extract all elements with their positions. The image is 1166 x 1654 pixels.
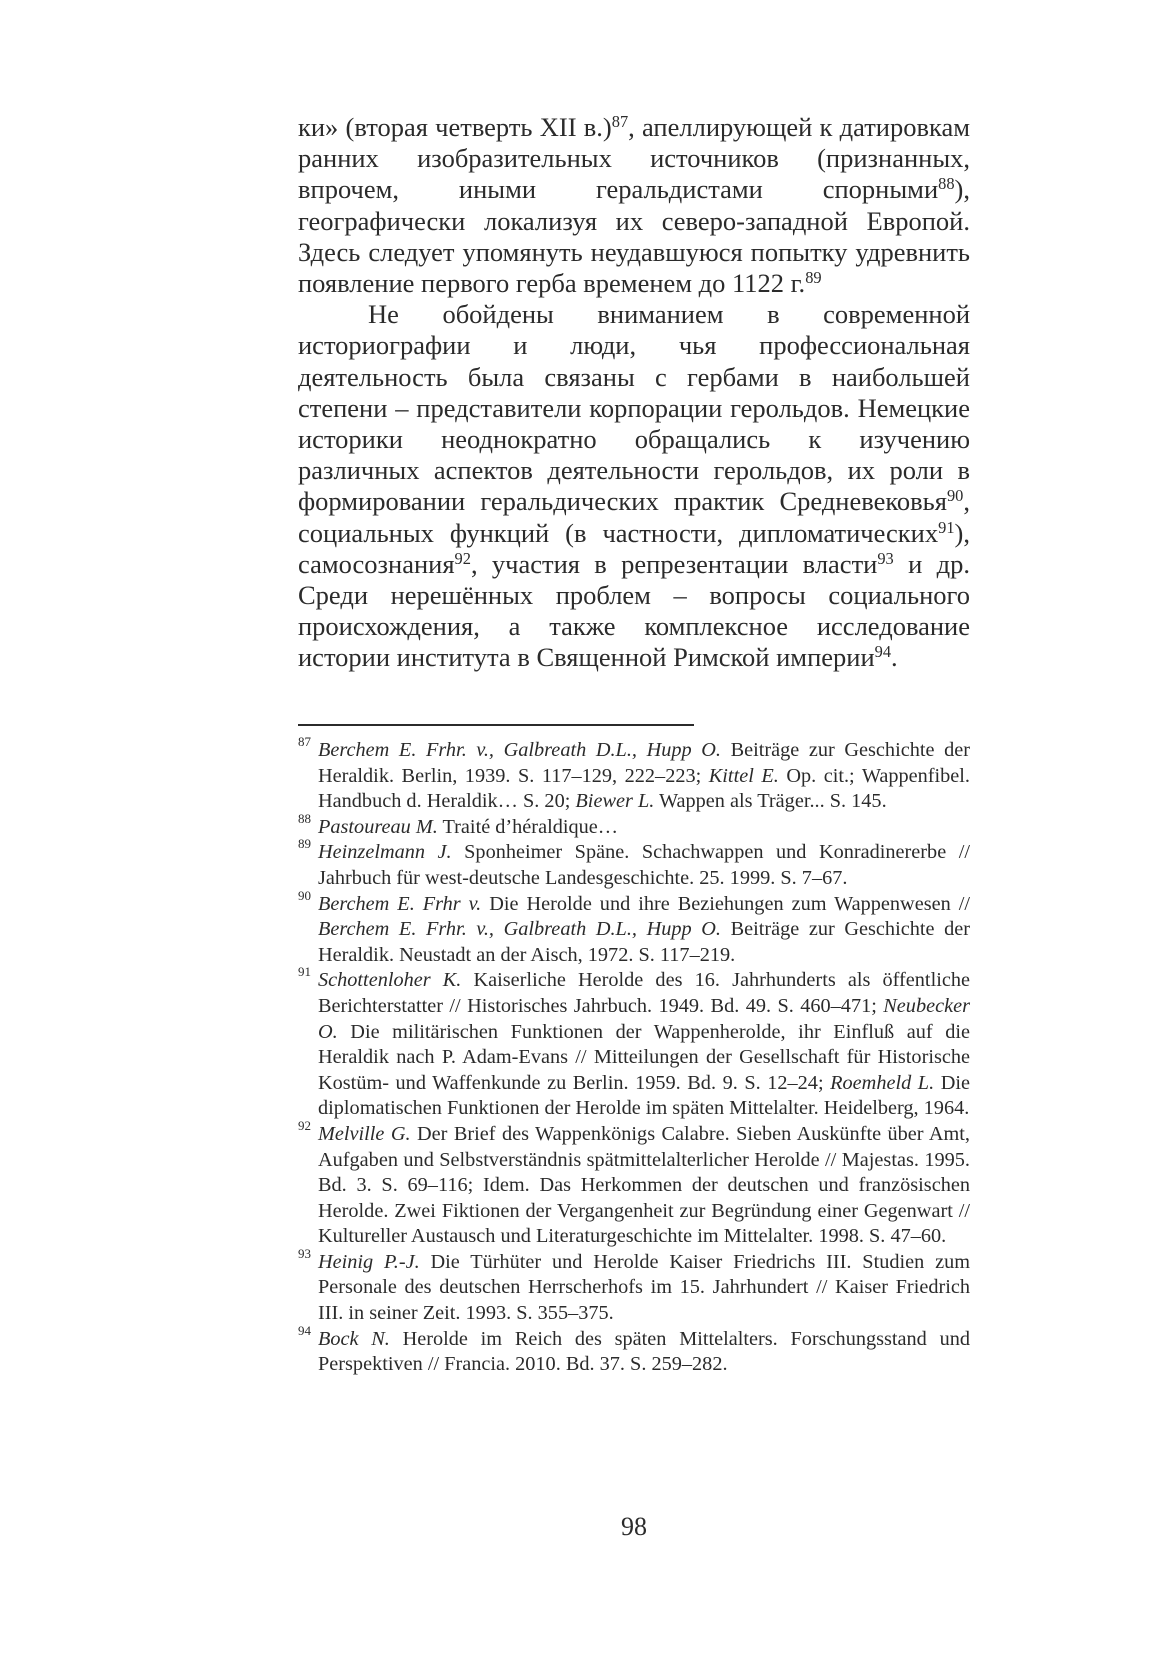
footnote-ref-87[interactable]: 87 — [611, 111, 629, 131]
footnote-number: 89 — [298, 836, 311, 852]
footnote-text: Die diplomatischen Funktionen der Herolde im späten Mittelalter. Heidelberg, 1964. — [318, 1071, 971, 1120]
footnote-number: 90 — [298, 887, 311, 903]
footnote-number: 92 — [298, 1117, 311, 1133]
text-run: ки» (вторая четверть XII в.) — [298, 112, 612, 142]
text-run: ), географически локализуя их северо-западной Европой. Здесь следует упомянуть неудавшуюся попытку удревнить появление первого герба временем до 1122 г. — [298, 174, 970, 299]
footnote-number: 91 — [298, 964, 311, 980]
footnote-94 — [298, 1322, 970, 1378]
footnote-88 — [298, 810, 970, 841]
footnote-text: Die Herolde und ihre Beziehungen zum Wappenwesen // — [481, 892, 970, 915]
page-number: 98 — [621, 1512, 647, 1541]
footnote-text: Traité d’héraldique… — [437, 815, 619, 838]
footnote-text: Die Türhüter und Herolde Kaiser Friedrichs III. Studien zum Personale des deutschen Herrscherhofs im 15. Jahrhundert // Kaiser Friedrich III. in seiner Zeit. 1993. S. 355–375. — [318, 1250, 970, 1325]
footnote-92 — [298, 1117, 970, 1250]
footnote-ref-92[interactable]: 92 — [454, 548, 471, 568]
footnote-author: Neubecker O. — [318, 994, 970, 1043]
footnote-text: Der Brief des Wappenkönigs Calabre. Sieben Auskünfte über Amt, Aufgaben und Selbstverständnis spätmittelalterlicher Herolde // Majestas. 1995. Bd. 3. S. 69–116; Idem. Das Herkommen der deutschen und französischen Herolde. Zwei Fiktionen der Vergangenheit zur Begründung einer Gegenwart // Kultureller Austausch und Literaturgeschichte im Mittelalter. 1998. S. 47–60. — [318, 1122, 970, 1248]
footnotes-section — [298, 734, 971, 1378]
footnote-91 — [298, 964, 971, 1122]
footnote-divider — [298, 724, 694, 726]
footnote-author: Pastoureau M. — [318, 815, 438, 838]
footnote-number: 88 — [298, 810, 311, 826]
paragraph-2 — [298, 299, 970, 673]
footnote-author: Berchem E. Frhr v. — [318, 892, 482, 915]
footnote-90 — [298, 887, 970, 969]
text-run: Не обойдены вниманием в современной историографии и люди, чья профессиональная деятельность была связаны с гербами в наибольшей степени – представители корпорации герольдов. Немецкие историки неоднократно обращались к изучению различных аспектов деятельности герольдов, их роли в формировании геральдических практик Средневековья — [298, 299, 970, 517]
footnote-text: Wappen als Träger... S. 145. — [654, 790, 887, 813]
footnote-ref-90[interactable]: 90 — [946, 486, 964, 506]
footnote-text: Beiträge zur Geschichte der Heraldik. Berlin, 1939. S. 117–129, 222–223; — [318, 739, 970, 787]
main-text — [298, 112, 970, 674]
footnote-author: Melville G. — [318, 1122, 411, 1145]
footnote-87 — [298, 734, 970, 815]
text-run: ), самосознания — [298, 517, 970, 579]
footnote-author: Bock N. — [318, 1327, 390, 1350]
footnote-89 — [298, 836, 970, 891]
footnote-number: 87 — [298, 734, 311, 749]
text-run: , участия в репрезентации власти — [470, 548, 878, 579]
footnote-author: Roemheld L. — [830, 1071, 935, 1094]
text-run: и др. Среди нерешённых проблем – вопросы социального происхождения, а также комплексное исследование истории института в Священной Римской империи — [298, 548, 970, 673]
footnote-author: Biewer L. — [575, 790, 655, 813]
footnote-text: Op. cit.; Wappenfibel. Handbuch d. Heraldik… S. 20; — [318, 764, 970, 813]
text-run: , социальных функций (в частности, дипломатических — [298, 486, 970, 548]
footnote-text: Herolde im Reich des späten Mittelalters. Forschungsstand und Perspektiven // Francia. 2010. Bd. 37. S. 259–282. — [318, 1327, 970, 1376]
text-run: , апеллирующей к датировкам ранних изобразительных источников (признанных, впрочем, иными геральдистами спорными — [298, 112, 970, 205]
footnote-ref-88[interactable]: 88 — [938, 174, 955, 194]
footnote-ref-93[interactable]: 93 — [877, 548, 894, 568]
footnote-93 — [298, 1245, 970, 1327]
footnote-text: Kaiserliche Herolde des 16. Jahrhunderts als öffentliche Berichterstatter // Historisches Jahrbuch. 1949. Bd. 49. S. 460–471; — [318, 969, 970, 1017]
footnote-author: Schottenloher K. — [318, 969, 462, 992]
footnote-number: 94 — [298, 1322, 311, 1338]
footnote-ref-89[interactable]: 89 — [805, 267, 822, 287]
paragraph-1 — [298, 112, 970, 299]
footnote-author: Heinig P.-J. — [318, 1250, 420, 1273]
footnote-author: Berchem E. Frhr. v., Galbreath D.L., Hupp O. — [318, 739, 721, 761]
footnote-ref-94[interactable]: 94 — [874, 642, 892, 662]
footnote-text: Beiträge zur Geschichte der Heraldik. Neustadt an der Aisch, 1972. S. 117–219. — [318, 918, 970, 966]
footnote-ref-91[interactable]: 91 — [938, 517, 955, 537]
footnote-number: 93 — [298, 1245, 311, 1261]
footnote-author: Heinzelmann J. — [318, 841, 452, 864]
text-run: . — [891, 642, 898, 673]
footnote-text: Die militärischen Funktionen der Wappenherolde, ihr Einfluß auf die Heraldik nach P. Adam-Evans // Mitteilungen der Gesellschaft für Historische Kostüm- und Waffenkunde zu Berlin. 1959. Bd. 9. S. 12–24; — [318, 1020, 970, 1094]
footnote-text: Sponheimer Späne. Schachwappen und Konradinererbe // Jahrbuch für west-deutsche Landesgeschichte. 25. 1999. S. 7–67. — [318, 841, 970, 889]
footnote-author: Kittel E. — [708, 764, 779, 787]
footnote-author: Berchem E. Frhr. v., Galbreath D.L., Hupp O. — [318, 918, 721, 941]
